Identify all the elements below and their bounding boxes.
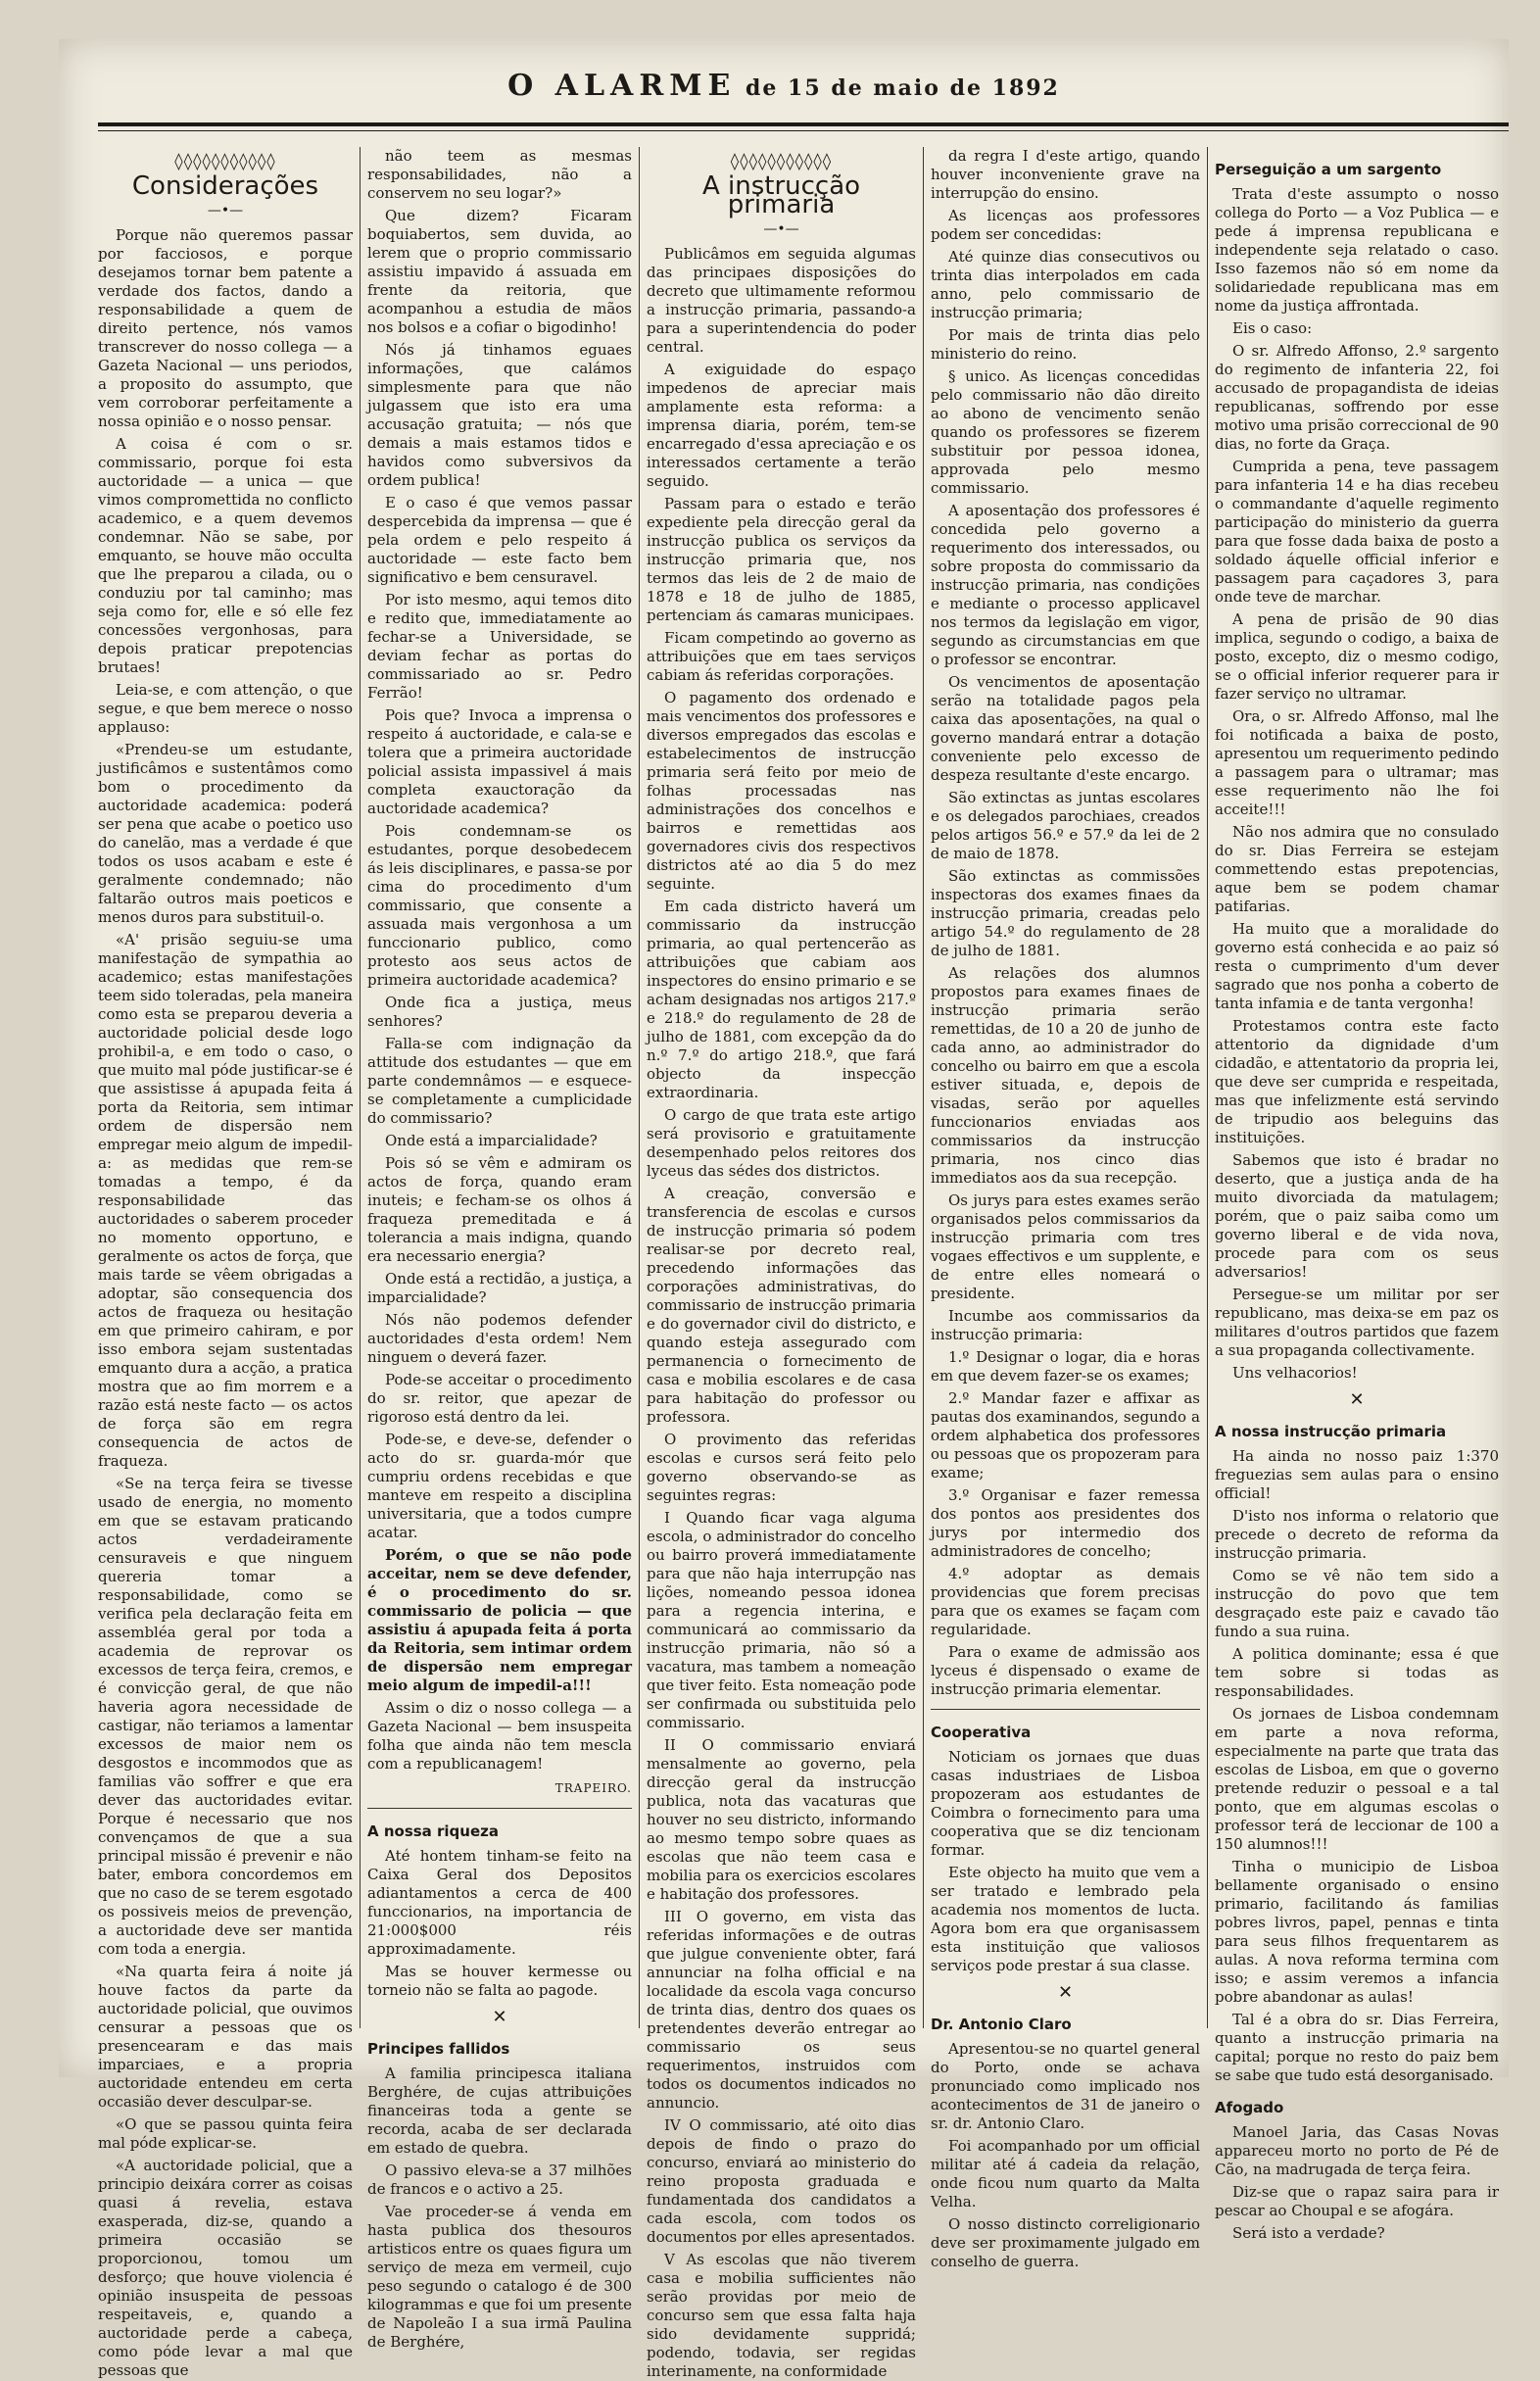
paragraph: D'isto nos informa o relatorio que precede o decreto de reforma da instrucção primaria.: [1215, 1507, 1499, 1562]
paragraph: Os jornaes de Lisboa condemnam em parte a nova reforma, especialmente na parte que trata das escolas de Lisboa, em que o governo pretende reduzir o pessoal e a tal ponto, que em algumas escolas o professor terá de leccionar de 100 a 150 alumnos!!!: [1215, 1705, 1499, 1853]
paragraph: O sr. Alfredo Affonso, 2.º sargento do regimento de infanteria 22, foi accusado de propagandista de ideias republicanas, soffrendo por esse motivo uma prisão correccional de 90 dias, no forte da Graça.: [1215, 342, 1499, 453]
paragraph: II O commissario enviará mensalmente ao governo, pela direcção geral da instrucção publica, nota das vacaturas que houver no seu districto, informando ao mesmo tempo sobre quaes as escolas que não teem casa e mobilia para os exercicios escolares e habitação dos professores.: [647, 1736, 916, 1903]
paragraph: O pagamento dos ordenado e mais vencimentos dos professores e diversos empregados das escolas e estabelecimentos de instrucção primaria será feito por meio de folhas processadas nas administrações dos concelhos e bairros e remettidas aos governadores civis dos respectivos districtos até ao dia 5 do mez seguinte.: [647, 689, 916, 893]
paragraph: As relações dos alumnos propostos para exames finaes de instrucção primaria serão remettidas, de 10 a 20 de junho de cada anno, ao administrador do concelho ou bairro em que a escola estiver situada, e, depois de visadas, serão por aquelles funccionarios enviadas aos commissarios da instrucção primaria, nos cinco dias immediatos aos da sua recepção.: [931, 964, 1200, 1187]
column-divider: [360, 147, 361, 2028]
paragraph: Ha ainda no nosso paiz 1:370 freguezias sem aulas para o ensino official!: [1215, 1447, 1499, 1502]
newspaper-name: O ALARME: [507, 69, 737, 103]
paragraph: III O governo, em vista das referidas informações e de outras que julgue conveniente obter, fará annunciar na folha official e na localidade da escola vaga concurso de trinta dias, dentro dos quaes os pretendentes deverão entregar ao commissario os seus requerimentos, instruidos com todos os documentos indicados no annuncio.: [647, 1908, 916, 2112]
paragraph: «O que se passou quinta feira mal póde explicar-se.: [98, 2115, 353, 2152]
paragraph: Nós já tinhamos eguaes informações, que calámos simplesmente para que não julgassem que isto era uma accusação gratuita; — nós que demais a mais estamos tidos e havidos como subversivos da ordem publica!: [367, 341, 632, 489]
paragraph: A familia principesca italiana Berghére, de cujas attribuições financeiras toda a gente se recorda, acaba de ser declarada em estado de quebra.: [367, 2065, 632, 2157]
article-title-afogado: Afogado: [1215, 2099, 1284, 2116]
article-title-claro: Dr. Antonio Claro: [931, 2016, 1072, 2033]
paragraph: Assim o diz o nosso collega — a Gazeta Nacional — bem insuspeita folha que ainda não tem mescla com a republicanagem!: [367, 1699, 632, 1773]
section-rule: [367, 1808, 632, 1809]
paragraph: «A' prisão seguiu-se uma manifestação de sympathia ao academico; estas manifestações teem sido toleradas, pela maneira como esta se preparou deveria a auctoridade policial desde logo prohibil-a, e em todo o caso, o que muito mal póde justificar-se é que assistisse á apupada feita á porta da Reitoria, sem intimar ordem de dispersão nem empregar meio algum de impedil-a: as medidas que rem-se tomadas a tempo, é da responsabilidade das auctoridades o saberem proceder no momento opportuno, e geralmente os actos de força, que mais tarde se vêem obrigadas a adoptar, são consequencia dos actos de fraqueza ou hesitação em que primeiro cahiram, e por isso embora sejam sustentadas emquanto dura a acção, a pratica mostra que ao fim morrem e a razão está neste facto — os actos de força são em regra consequencia de actos de fraqueza.: [98, 931, 353, 1470]
paragraph: «Prendeu-se um estudante, justificâmos e sustentâmos como bom o procedimento da auctoridade academica: poderá ser pena que acabe o poetico uso do canelão, mas a verdade é que todos os usos acabam e este é geralmente condemnado; não faltarão outros mais poeticos e menos duros para substituil-o.: [98, 741, 353, 926]
article-title-perseguicao: Perseguição a um sargento: [1215, 161, 1442, 178]
column-5: [1215, 147, 1499, 2242]
paragraph: «Se na terça feira se tivesse usado de energia, no momento em que se estavam praticando actos verdadeiramente censuraveis e que ninguem quereria tomar a responsabilidade, como se verifica pela declaração feita em assembléa geral por toda a academia de reprovar os excessos de terça feira, cremos, e é convicção geral, de que não haveria agora necessidade de castigar, não teriamos a lamentar excessos de maior nem os desgostos e incommodos que as familias vão soffrer e que era dever das auctoridades evitar. Porque é necessario que nos convençamos de que a sua principal missão é prevenir e não bater, embora concordemos em que no caso de se terem esgotado os possiveis meios de prevenção, a auctoridade deve ser mantida com toda a energia.: [98, 1475, 353, 1958]
paragraph: A aposentação dos professores é concedida pelo governo a requerimento dos interessados, ou sobre proposta do commissario da instrucção primaria, nas condições e mediante o processo applicavel nos termos da legislação em vigor, segundo as circumstancias em que o professor se encontrar.: [931, 502, 1200, 668]
article-title-riqueza: A nossa riqueza: [367, 1822, 499, 1840]
column-divider: [639, 147, 640, 2028]
paragraph: Onde está a rectidão, a justiça, a imparcialidade?: [367, 1270, 632, 1306]
paragraph: Os jurys para estes exames serão organisados pelos commissarios da instrucção primaria com tres vogaes effectivos e um supplente, e de entre elles nomeará o presidente.: [931, 1191, 1200, 1302]
paragraph: Por mais de trinta dias pelo ministerio do reino.: [931, 326, 1200, 363]
divider-ornament-icon: —•—: [207, 203, 244, 219]
paragraph: 2.º Mandar fazer e affixar as pautas dos examinandos, segundo a ordem alphabetica dos professores ou pessoas que os propozeram para exame;: [931, 1389, 1200, 1482]
paragraph: Cumprida a pena, teve passagem para infanteria 14 e ha dias recebeu o commandante d'aquelle regimento participação do ministerio da guerra para que fosse dada baixa de posto a soldado áquelle official inferior e passagem para caçadores 3, para onde teve de marchar.: [1215, 458, 1499, 606]
column-3: [647, 147, 916, 2380]
article-title-consideracoes: Considerações: [131, 171, 319, 201]
paragraph: Onde está a imparcialidade?: [385, 1132, 598, 1149]
column-4: [931, 147, 1200, 2270]
paragraph: Será isto a verdade?: [1232, 2224, 1385, 2242]
paragraph: O nosso distincto correligionario deve ser proximamente julgado em conselho de guerra.: [931, 2215, 1200, 2270]
paragraph: 1.º Designar o logar, dia e horas em que devem fazer-se os exames;: [931, 1348, 1200, 1385]
paragraph: Persegue-se um militar por ser republicano, mas deixa-se em paz os militares d'outros partidos que fazem a sua propaganda collectivamente.: [1215, 1286, 1499, 1359]
paragraph: Nós não podemos defender auctoridades d'esta ordem! Nem ninguem o deverá fazer.: [367, 1311, 632, 1366]
paragraph: Falla-se com indignação da attitude dos estudantes — que em parte condemnâmos — e esquece-se completamente a cumplicidade do commissario?: [367, 1035, 632, 1127]
column-2: [367, 147, 632, 2351]
paragraph: Publicâmos em seguida algumas das principaes disposições do decreto que ultimamente reformou a instrucção primaria, passando-a para a superintendencia do poder central.: [647, 245, 916, 356]
column-divider: [1207, 147, 1208, 2028]
section-rule: [931, 1709, 1200, 1710]
paragraph: E o caso é que vemos passar despercebida da imprensa — que é pela ordem e pelo respeito á auctoridade — este facto bem significativo e bem censuravel.: [367, 494, 632, 586]
paragraph: Ora, o sr. Alfredo Affonso, mal lhe foi notificada a baixa de posto, apresentou um requerimento pedindo a passagem para o ultramar; mas esse requerimento não lhe foi acceite!!!: [1215, 707, 1499, 818]
cross-divider-icon: ✕: [1057, 1982, 1074, 2003]
paragraph: 3.º Organisar e fazer remessa dos pontos aos presidentes dos jurys por intermedio dos administradores de concelho;: [931, 1486, 1200, 1560]
paragraph: Pois só se vêm e admiram os actos de força, quando eram inuteis; e fecham-se os olhos á fraqueza premeditada e á tolerancia a mais indigna, quando era necessario energia?: [367, 1154, 632, 1265]
paragraph: Em cada districto haverá um commissario da instrucção primaria, ao qual pertencerão as attribuições que cabiam aos inspectores do ensino primario e se acham designadas nos artigos 217.º e 218.º do regulamento de 28 de julho de 1881, com excepção da do n.º 7.º do artigo 218.º, que fará objecto da inspecção extraordinaria.: [647, 898, 916, 1101]
ornament-row: ◊◊◊◊◊◊◊◊◊◊◊: [730, 152, 833, 171]
paragraph: Onde fica a justiça, meus senhores?: [367, 994, 632, 1030]
paragraph: Foi acompanhado por um official militar até á cadeia da relação, onde ficou num quarto da Malta Velha.: [931, 2137, 1200, 2211]
article-title-cooperativa: Cooperativa: [931, 1724, 1032, 1741]
paragraph: Eis o caso:: [1232, 319, 1313, 337]
masthead-rule-thin: [98, 130, 1509, 131]
paragraph: O provimento das referidas escolas e cursos será feito pelo governo observando-se as seguintes regras:: [647, 1431, 916, 1504]
paragraph: Protestamos contra este facto attentorio da dignidade d'um cidadão, e attentatorio da propria lei, que deve ser cumprida e respeitada, mas que infelizmente está servindo de tripudio aos beleguins das instituições.: [1215, 1017, 1499, 1146]
paragraph: Apresentou-se no quartel general do Porto, onde se achava pronunciado como implicado nos acontecimentos de 31 de janeiro o sr. dr. Antonio Claro.: [931, 2040, 1200, 2132]
paragraph: Sabemos que isto é bradar no deserto, que a justiça anda de ha muito divorciada da matulagem; porém, que o paiz saiba como um governo liberal e de vida nova, procede para com os seus adversarios!: [1215, 1151, 1499, 1281]
paragraph: Passam para o estado e terão expediente pela direcção geral da instrucção publica os serviços da instrucção primaria que, nos termos das leis de 2 de maio de 1878 e 18 de julho de 1885, pertenciam ás camaras municipaes.: [647, 495, 916, 624]
paragraph: IV O commissario, até oito dias depois de findo o prazo do concurso, enviará ao ministerio do reino proposta graduada e fundamentada dos candidatos a cada escola, com todos os documentos por elles apresentados.: [647, 2116, 916, 2246]
article-body-consideracoes: [98, 226, 353, 2380]
paragraph: O passivo eleva-se a 37 milhões de francos e o activo a 25.: [367, 2162, 632, 2198]
issue-date: de 15 de maio de 1892: [746, 75, 1060, 101]
article-title-instrucao: A instrucção primaria: [701, 171, 861, 219]
paragraph: Incumbe aos commissarios da instrucção primaria:: [931, 1307, 1200, 1343]
paragraph: Não nos admira que no consulado do sr. Dias Ferreira se estejam commettendo estas prepotencias, aque bem se podem chamar patifarias.: [1215, 823, 1499, 915]
paragraph: Tal é a obra do sr. Dias Ferreira, quanto a instrucção primaria na capital; porque no resto do paiz bem se sabe que tudo está desorganisado.: [1215, 2011, 1499, 2084]
article-title-nossa-instrucao: A nossa instrucção primaria: [1215, 1423, 1447, 1440]
article-title-principes: Principes fallidos: [367, 2040, 510, 2058]
paragraph: I Quando ficar vaga alguma escola, o administrador do concelho ou bairro proverá immediatamente para que não haja interrupção nas lições, nomeando pessoa idonea para a regencia interina, e communicará ao commissario da instrucção primaria, não só a vacatura, mas tambem a nomeação que tiver feito. Esta nomeação pode ser confirmada ou substituida pelo commissario.: [647, 1509, 916, 1731]
paragraph: A coisa é com o sr. commissario, porque foi esta auctoridade — a unica — que vimos compromettida no conflicto academico, e a quem devemos condemnar. Não se sabe, por emquanto, se houve mão occulta que lhe preparou a cilada, ou o conduziu por tal caminho; mas seja como for, elle e só elle fez concessões vergonhosas, para depois praticar prepotencias brutaes!: [98, 435, 353, 676]
paragraph: São extinctas as commissões inspectoras dos exames finaes da instrucção primaria, creadas pelo artigo 54.º do regulamento de 28 de julho de 1881.: [931, 867, 1200, 959]
paragraph: Pois que? Invoca a imprensa o respeito á auctoridade, e cala-se e tolera que a primeira auctoridade policial assista impassivel á mais completa exauctoração da auctoridade academica?: [367, 706, 632, 817]
paragraph: Porque não queremos passar por facciosos, e porque desejamos tornar bem patente a verdade dos factos, dando a responsabilidade a quem de direito pertence, nós vamos transcrever do nosso collega — a Gazeta Nacional — uns periodos, a proposito do assumpto, que vem corroborar perfeitamente a nossa opinião e o nosso pensar.: [98, 226, 353, 430]
paragraph: da regra I d'este artigo, quando houver inconveniente grave na interrupção do ensino.: [931, 147, 1200, 202]
paragraph: Os vencimentos de aposentação serão na totalidade pagos pela caixa das aposentações, na qual o governo mandará entrar a dotação conveniente pelo excesso de despeza resultante d'este encargo.: [931, 673, 1200, 784]
paragraph: «A auctoridade policial, que a principio deixára correr as coisas quasi á revelia, estava exasperada, diz-se, quando a primeira occasião se proporcionou, tomou um desforço; que houve violencia é opinião insuspeita de pessoas respeitaveis, e, quando a auctoridade perde a cabeça, como póde levar a mal que pessoas que: [98, 2157, 353, 2379]
paragraph: 4.º adoptar as demais providencias que forem precisas para que os exames se façam com regularidade.: [931, 1565, 1200, 1638]
newspaper-page: [59, 39, 1509, 2380]
paragraph: Para o exame de admissão aos lyceus é dispensado o exame de instrucção primaria elementar.: [931, 1643, 1200, 1698]
paragraph: Diz-se que o rapaz saira para ir pescar ao Choupal e se afogára.: [1215, 2183, 1499, 2219]
paragraph: A politica dominante; essa é que tem sobre si todas as responsabilidades.: [1215, 1645, 1499, 1700]
paragraph: Mas se houver kermesse ou torneio não se falta ao pagode.: [367, 1963, 632, 1999]
ornament-row: ◊◊◊◊◊◊◊◊◊◊◊: [174, 152, 276, 171]
paragraph: Manoel Jaria, das Casas Novas appareceu morto no porto de Pé de Cão, na madrugada de terça feira.: [1215, 2123, 1499, 2178]
paragraph: As licenças aos professores podem ser concedidas:: [931, 207, 1200, 243]
paragraph: não teem as mesmas responsabilidades, não a conservem no seu logar?»: [367, 147, 632, 202]
masthead-rule: [98, 122, 1509, 126]
paragraph: Pode-se acceitar o procedimento do sr. reitor, que apezar de rigoroso está dentro da lei.: [367, 1371, 632, 1426]
paragraph: Pode-se, e deve-se, defender o acto do sr. guarda-mór que cumpriu ordens recebidas e que manteve em respeito a disciplina universitaria, que a todos cumpre acatar.: [367, 1431, 632, 1541]
paragraph: Uns velhacorios!: [1232, 1364, 1358, 1382]
paragraph: «Na quarta feira á noite já houve factos da parte da auctoridade policial, que ouvimos censurar a pessoas que os presencearam e das mais imparciaes, e a propria auctoridade entendeu em certa occasião dever desculpar-se.: [98, 1963, 353, 2111]
paragraph: Trata d'este assumpto o nosso collega do Porto — a Voz Publica — e pede á imprensa republicana e independente seja relatado o caso. Isso fazemos não só em nome da solidariedade republicana mas em nome da justiça affrontada.: [1215, 185, 1499, 315]
paragraph: O cargo de que trata este artigo será provisorio e gratuitamente desempenhado pelos reitores dos lyceus das sédes dos districtos.: [647, 1106, 916, 1180]
paragraph: Vae proceder-se á venda em hasta publica dos thesouros artisticos entre os quaes figura um serviço de meza em vermeil, cujo peso segundo o catalogo é de 300 kilogrammas e que foi um presente de Napoleão I a sua irmã Paulina de Berghére,: [367, 2203, 632, 2351]
paragraph: Até quinze dias consecutivos ou trinta dias interpolados em cada anno, pelo commissario de instrucção primaria;: [931, 248, 1200, 321]
paragraph: Que dizem? Ficaram boquiabertos, sem duvida, ao lerem que o proprio commissario assistiu impavido á assuada em frente da reitoria, que acompanhou a estudia de mãos nos bolsos e a cofiar o bigodinho!: [367, 207, 632, 336]
paragraph: Porém, o que se não pode acceitar, nem se deve defender, é o procedimento do sr. commissario de policia — que assistiu á apupada feita á porta da Reitoria, sem intimar ordem de dispersão nem empregar meio algum de impedil-a!!!: [367, 1546, 632, 1694]
paragraph: Ficam competindo ao governo as attribuições que em taes serviços cabiam ás referidas corporações.: [647, 629, 916, 684]
paragraph: § unico. As licenças concedidas pelo commissario não dão direito ao abono de vencimento senão quando os professores se fizerem substituir por pessoa idonea, approvada pelo mesmo commissario.: [931, 367, 1200, 497]
paragraph: Por isto mesmo, aqui temos dito e redito que, immediatamente ao fechar-se a Universidade, se deviam fechar as portas do commissariado ao sr. Pedro Ferrão!: [367, 591, 632, 702]
paragraph: A creação, conversão e transferencia de escolas e cursos de instrucção primaria só podem realisar-se por decreto real, precedendo informações das corporações administrativas, do commissario de instrucção primaria e do governador civil do districto, e quando esteja assegurado com permanencia o fornecimento de casa e mobilia escolares e de casa para habitação do professor ou professora.: [647, 1185, 916, 1426]
signature: TRAPEIRO.: [554, 1781, 632, 1795]
masthead: [59, 69, 1509, 103]
paragraph: Leia-se, e com attenção, o que segue, e que bem merece o nosso applauso:: [98, 681, 353, 736]
paragraph: A exiguidade do espaço impedenos de apreciar mais amplamente esta reforma: a imprensa diaria, porém, tem-se encarregado d'essa apreciação e os interessados certamente a terão seguido.: [647, 361, 916, 490]
paragraph: São extinctas as juntas escolares e os delegados parochiaes, creados pelos artigos 56.º e 57.º da lei de 2 de maio de 1878.: [931, 789, 1200, 862]
column-1: [98, 147, 353, 2379]
cross-divider-icon: ✕: [492, 2007, 507, 2027]
cross-divider-icon: ✕: [1349, 1389, 1365, 1410]
paragraph: Este objecto ha muito que vem a ser tratado e lembrado pela academia nos momentos de lucta. Agora bom era que organisassem esta instituição que valiosos serviços pode prestar á sua classe.: [931, 1864, 1200, 1974]
paragraph: A pena de prisão de 90 dias implica, segundo o codigo, a baixa de posto, excepto, diz o mesmo codigo, se o official inferior requerer para ir fazer serviço no ultramar.: [1215, 610, 1499, 703]
paragraph: Pois condemnam-se os estudantes, porque desobedecem ás leis disciplinares, e passa-se por cima do procedimento d'um commissario, que consente a assuada mais vergonhosa a um funccionario publico, como protesto aos seus actos de primeira auctoridade academica?: [367, 822, 632, 989]
column-divider: [923, 147, 924, 2028]
paragraph: Tinha o municipio de Lisboa bellamente organisado o ensino primario, facilitando ás familias pobres livros, papel, pennas e tinta para seus filhos frequentarem as aulas. A nova reforma termina com isso; e assim veremos a infancia pobre abandonar as aulas!: [1215, 1858, 1499, 2006]
divider-ornament-icon: —•—: [763, 221, 799, 237]
paragraph: V As escolas que não tiverem casa e mobilia sufficientes não serão providas por meio de concurso sem que essa falta haja sido devidamente suppridá; podendo, todavia, ser regidas interinamente, na conformidade: [647, 2251, 916, 2380]
paragraph: Como se vê não tem sido a instrucção do povo que tem desgraçado este paiz e cavado tão fundo a sua ruina.: [1215, 1567, 1499, 1640]
paragraph: Noticiam os jornaes que duas casas industriaes de Lisboa propozeram aos estudantes de Coimbra o fornecimento para uma cooperativa que se diz tencionam formar.: [931, 1748, 1200, 1859]
paragraph: Até hontem tinham-se feito na Caixa Geral dos Depositos adiantamentos a cerca de 400 funccionarios, na importancia de 21:000$000 réis approximadamente.: [367, 1847, 632, 1958]
paragraph: Ha muito que a moralidade do governo está conhecida e ao paiz só resta o cumprimento d'um dever sagrado que nos ponha a coberto de tanta infamia e de tanta vergonha!: [1215, 920, 1499, 1012]
